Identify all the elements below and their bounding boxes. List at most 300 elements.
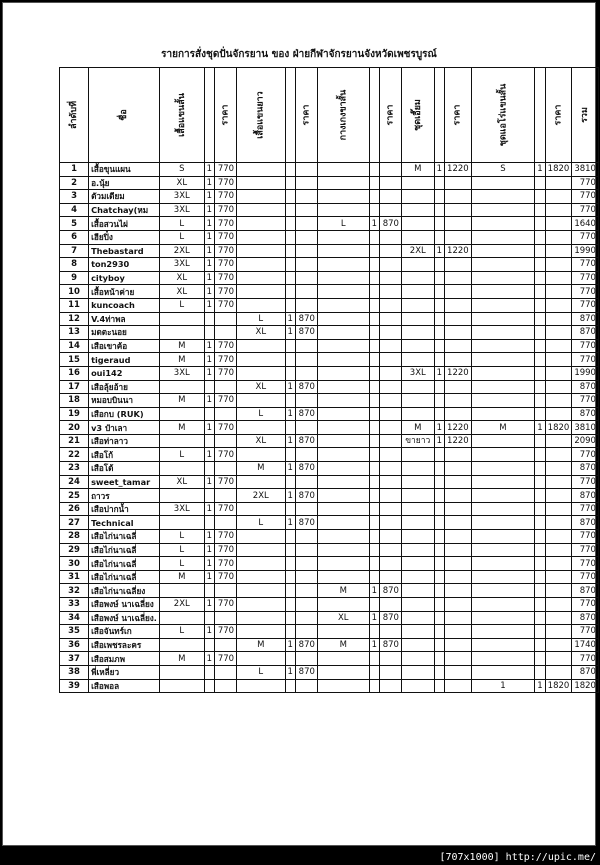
table-cell: 770 (215, 244, 237, 258)
table-cell (471, 434, 535, 448)
table-cell: 870 (572, 611, 599, 625)
table-cell: 770 (572, 271, 599, 285)
table-cell (434, 312, 444, 326)
table-cell (215, 611, 237, 625)
table-cell (159, 638, 204, 652)
table-cell: M (237, 462, 285, 476)
table-cell: 1 (285, 326, 295, 340)
table-cell: XL (237, 434, 285, 448)
table-cell: 1 (204, 530, 214, 544)
table-cell: 770 (215, 271, 237, 285)
table-cell (237, 285, 285, 299)
table-cell (434, 326, 444, 340)
table-cell (535, 543, 545, 557)
table-cell (535, 298, 545, 312)
table-cell: 1 (369, 584, 379, 598)
name-cell: ton2930 (89, 258, 160, 272)
table-cell (380, 448, 402, 462)
table-cell: L (159, 230, 204, 244)
table-cell (295, 543, 317, 557)
table-cell (471, 557, 535, 571)
table-cell: 870 (295, 380, 317, 394)
table-cell: 770 (572, 190, 599, 204)
table-cell (401, 298, 434, 312)
table-body (60, 163, 599, 693)
table-row (60, 679, 599, 693)
table-row (60, 665, 599, 679)
column-header (159, 68, 204, 163)
table-cell (380, 312, 402, 326)
table-cell: 870 (572, 380, 599, 394)
table-cell: 1 (204, 203, 214, 217)
table-cell (545, 190, 572, 204)
table-cell (317, 203, 369, 217)
table-cell (535, 557, 545, 571)
table-cell: 770 (572, 448, 599, 462)
table-cell: 10 (60, 285, 89, 299)
column-header-label: ราคา (301, 104, 312, 126)
table-cell (445, 394, 472, 408)
table-cell (317, 625, 369, 639)
table-cell (545, 353, 572, 367)
table-cell (237, 625, 285, 639)
column-header-label: กางเกงขาสั้น (338, 89, 349, 141)
table-cell: 870 (295, 326, 317, 340)
table-cell (237, 598, 285, 612)
table-cell (237, 584, 285, 598)
table-cell (237, 163, 285, 177)
table-cell (535, 611, 545, 625)
table-cell (401, 638, 434, 652)
table-cell: 1 (204, 502, 214, 516)
table-cell (434, 230, 444, 244)
table-cell (285, 557, 295, 571)
table-cell (445, 448, 472, 462)
name-cell: เสือพอล (89, 679, 160, 693)
table-cell (471, 353, 535, 367)
table-cell (159, 584, 204, 598)
table-cell: M (401, 163, 434, 177)
table-cell (369, 625, 379, 639)
table-cell (434, 557, 444, 571)
table-cell: 14 (60, 339, 89, 353)
table-cell (295, 598, 317, 612)
table-cell (285, 530, 295, 544)
table-cell (295, 584, 317, 598)
table-cell: 1 (204, 244, 214, 258)
table-cell: 1 (285, 312, 295, 326)
table-cell (401, 475, 434, 489)
table-cell (445, 353, 472, 367)
table-cell: 1 (434, 421, 444, 435)
table-cell (545, 638, 572, 652)
table-cell (317, 312, 369, 326)
table-cell (545, 462, 572, 476)
name-cell: เสือพงษ์ นาเฉลี่ยง (89, 598, 160, 612)
table-cell (434, 380, 444, 394)
table-cell (285, 679, 295, 693)
table-cell: 34 (60, 611, 89, 625)
table-cell (401, 679, 434, 693)
table-cell (545, 326, 572, 340)
table-row (60, 326, 599, 340)
table-cell (445, 489, 472, 503)
table-cell (401, 652, 434, 666)
column-header-label: ชื่อ (118, 109, 129, 121)
table-cell (159, 434, 204, 448)
table-cell: 6 (60, 230, 89, 244)
table-cell (471, 298, 535, 312)
table-cell: 37 (60, 652, 89, 666)
table-cell (380, 380, 402, 394)
table-cell: 770 (215, 570, 237, 584)
table-cell: 770 (215, 448, 237, 462)
column-header (434, 68, 444, 163)
table-cell (434, 407, 444, 421)
table-cell (445, 516, 472, 530)
table-cell (317, 530, 369, 544)
table-cell (285, 163, 295, 177)
column-header (60, 68, 89, 163)
table-cell (369, 421, 379, 435)
table-cell (380, 326, 402, 340)
name-cell: เฮียปิ๋ง (89, 230, 160, 244)
table-cell (317, 326, 369, 340)
table-cell: 770 (215, 530, 237, 544)
table-cell: 3810 (572, 163, 599, 177)
table-cell: 1 (204, 230, 214, 244)
header-row (60, 68, 599, 163)
table-cell: 2090 (572, 434, 599, 448)
table-cell: L (159, 543, 204, 557)
table-cell (317, 462, 369, 476)
table-cell: 1 (204, 570, 214, 584)
table-cell: 870 (295, 312, 317, 326)
table-cell: 7 (60, 244, 89, 258)
table-cell (445, 570, 472, 584)
table-cell (295, 163, 317, 177)
table-cell (317, 665, 369, 679)
table-cell: 1220 (445, 421, 472, 435)
name-cell: Thebastard (89, 244, 160, 258)
table-cell (237, 366, 285, 380)
table-cell: 16 (60, 366, 89, 380)
table-cell (535, 638, 545, 652)
table-cell: 1 (204, 366, 214, 380)
table-cell: 1 (204, 543, 214, 557)
table-cell: 1 (369, 217, 379, 231)
table-cell (317, 366, 369, 380)
document-page (2, 2, 596, 846)
table-cell (285, 353, 295, 367)
table-row (60, 190, 599, 204)
table-cell (471, 394, 535, 408)
table-cell: M (317, 584, 369, 598)
table-cell (380, 421, 402, 435)
table-cell: 3810 (572, 421, 599, 435)
table-cell (295, 475, 317, 489)
table-cell (159, 407, 204, 421)
table-cell (434, 298, 444, 312)
name-cell: หมอบบินนา (89, 394, 160, 408)
table-cell (535, 570, 545, 584)
table-cell: 1 (434, 366, 444, 380)
table-row (60, 163, 599, 177)
table-cell: 3XL (159, 366, 204, 380)
table-row (60, 271, 599, 285)
table-cell (285, 217, 295, 231)
table-row (60, 366, 599, 380)
order-table (59, 67, 599, 693)
table-cell (369, 394, 379, 408)
table-cell (317, 258, 369, 272)
table-cell (317, 421, 369, 435)
table-cell: XL (237, 326, 285, 340)
table-cell (471, 475, 535, 489)
table-cell: 870 (295, 462, 317, 476)
table-cell (285, 625, 295, 639)
table-cell (401, 570, 434, 584)
table-cell: 11 (60, 298, 89, 312)
name-cell: oui142 (89, 366, 160, 380)
table-cell: 770 (215, 652, 237, 666)
table-cell: M (159, 394, 204, 408)
table-cell (535, 462, 545, 476)
table-cell: L (237, 665, 285, 679)
name-cell: เสือท่าลาว (89, 434, 160, 448)
table-cell: 21 (60, 434, 89, 448)
table-cell (535, 652, 545, 666)
table-cell: 1640 (572, 217, 599, 231)
table-cell: 1 (434, 163, 444, 177)
table-row (60, 462, 599, 476)
table-cell: 28 (60, 530, 89, 544)
table-cell: 15 (60, 353, 89, 367)
table-cell (295, 217, 317, 231)
table-cell (545, 502, 572, 516)
table-cell (535, 285, 545, 299)
table-cell (471, 516, 535, 530)
table-cell (380, 176, 402, 190)
table-cell (434, 190, 444, 204)
table-cell (285, 584, 295, 598)
table-row (60, 448, 599, 462)
table-cell (434, 502, 444, 516)
table-cell: 1820 (545, 421, 572, 435)
table-cell: 770 (572, 570, 599, 584)
table-cell (295, 394, 317, 408)
table-cell (159, 326, 204, 340)
table-cell (317, 557, 369, 571)
table-cell (237, 244, 285, 258)
table-cell (380, 679, 402, 693)
table-cell (445, 217, 472, 231)
name-cell: เสือโด้ (89, 462, 160, 476)
table-cell: 1 (204, 217, 214, 231)
table-cell (445, 679, 472, 693)
table-cell: 1 (204, 258, 214, 272)
table-cell (285, 448, 295, 462)
table-cell: 3XL (159, 190, 204, 204)
table-cell: 770 (215, 625, 237, 639)
table-cell (445, 271, 472, 285)
table-cell (204, 380, 214, 394)
table-cell: XL (159, 271, 204, 285)
table-cell (285, 502, 295, 516)
name-cell: เสือเพชรละคร (89, 638, 160, 652)
table-cell: 17 (60, 380, 89, 394)
table-cell (215, 407, 237, 421)
table-cell (317, 230, 369, 244)
table-cell (380, 489, 402, 503)
table-row (60, 570, 599, 584)
table-cell: M (317, 638, 369, 652)
table-cell (215, 665, 237, 679)
table-cell (369, 353, 379, 367)
table-cell (380, 163, 402, 177)
table-cell (380, 530, 402, 544)
table-cell: 870 (572, 489, 599, 503)
name-cell: cityboy (89, 271, 160, 285)
table-cell: 1 (535, 163, 545, 177)
table-row (60, 530, 599, 544)
table-cell (545, 298, 572, 312)
table-cell: 870 (572, 584, 599, 598)
table-cell (545, 271, 572, 285)
table-cell: 3XL (401, 366, 434, 380)
table-cell (317, 502, 369, 516)
name-cell: เสื้อหน้าค่าย (89, 285, 160, 299)
table-cell: 770 (572, 230, 599, 244)
table-cell: 770 (215, 230, 237, 244)
table-cell (401, 380, 434, 394)
table-cell (215, 462, 237, 476)
table-cell (471, 339, 535, 353)
table-cell: 3 (60, 190, 89, 204)
table-cell: 770 (572, 394, 599, 408)
column-header-label: ราคา (452, 104, 463, 126)
table-cell (204, 679, 214, 693)
table-cell (545, 258, 572, 272)
table-cell: L (159, 448, 204, 462)
table-cell (471, 611, 535, 625)
table-row (60, 611, 599, 625)
table-cell (285, 258, 295, 272)
table-cell: 2XL (401, 244, 434, 258)
table-row (60, 434, 599, 448)
table-cell (471, 176, 535, 190)
table-cell (445, 285, 472, 299)
table-cell (380, 285, 402, 299)
table-cell (369, 462, 379, 476)
table-cell: 1820 (545, 163, 572, 177)
table-cell (535, 394, 545, 408)
table-cell: XL (159, 475, 204, 489)
table-cell (434, 489, 444, 503)
table-cell (285, 366, 295, 380)
table-cell (445, 543, 472, 557)
table-cell (445, 326, 472, 340)
table-cell: XL (237, 380, 285, 394)
table-cell (434, 339, 444, 353)
table-cell (545, 543, 572, 557)
table-cell: 770 (215, 543, 237, 557)
table-cell (401, 543, 434, 557)
column-header (380, 68, 402, 163)
table-cell (204, 516, 214, 530)
name-cell: เสือจันทร์เก (89, 625, 160, 639)
table-cell: 870 (572, 665, 599, 679)
column-header-label: ลำดับที่ (69, 100, 80, 130)
table-cell (317, 163, 369, 177)
table-cell (317, 271, 369, 285)
table-cell: 870 (572, 312, 599, 326)
name-cell: sweet_tamar (89, 475, 160, 489)
name-cell: เสือไก่นาเฉลี่ (89, 543, 160, 557)
name-cell: kuncoach (89, 298, 160, 312)
table-cell (317, 570, 369, 584)
table-cell (204, 489, 214, 503)
table-row (60, 353, 599, 367)
table-cell (380, 570, 402, 584)
table-cell (237, 353, 285, 367)
table-row (60, 285, 599, 299)
table-cell (317, 285, 369, 299)
table-cell: 1 (369, 638, 379, 652)
table-cell (369, 312, 379, 326)
table-cell (317, 598, 369, 612)
column-header-label: ราคา (553, 104, 564, 126)
column-header (285, 68, 295, 163)
column-header (89, 68, 160, 163)
table-cell (535, 326, 545, 340)
table-cell (317, 679, 369, 693)
table-cell: 770 (215, 203, 237, 217)
table-cell (401, 203, 434, 217)
column-header (535, 68, 545, 163)
table-cell (545, 312, 572, 326)
table-cell (380, 366, 402, 380)
table-cell (285, 394, 295, 408)
table-cell (215, 584, 237, 598)
table-cell (215, 312, 237, 326)
name-cell: เสือลุ้ยอ้าย (89, 380, 160, 394)
table-cell: 870 (295, 434, 317, 448)
table-cell: 1 (434, 244, 444, 258)
table-cell: 1220 (445, 434, 472, 448)
table-cell: 5 (60, 217, 89, 231)
name-cell: ถาวร (89, 489, 160, 503)
table-cell: 26 (60, 502, 89, 516)
table-cell (535, 190, 545, 204)
table-cell (401, 584, 434, 598)
table-cell (380, 353, 402, 367)
name-cell: พี่เหลี่ยว (89, 665, 160, 679)
table-cell (380, 475, 402, 489)
table-cell (369, 557, 379, 571)
table-cell (369, 366, 379, 380)
table-row (60, 421, 599, 435)
column-header-label: ชุดเอี๊ยม (412, 99, 423, 131)
table-cell (445, 502, 472, 516)
table-cell (285, 421, 295, 435)
table-cell (317, 475, 369, 489)
table-row (60, 625, 599, 639)
table-cell (285, 285, 295, 299)
table-cell (401, 353, 434, 367)
table-cell (237, 230, 285, 244)
table-cell (471, 665, 535, 679)
